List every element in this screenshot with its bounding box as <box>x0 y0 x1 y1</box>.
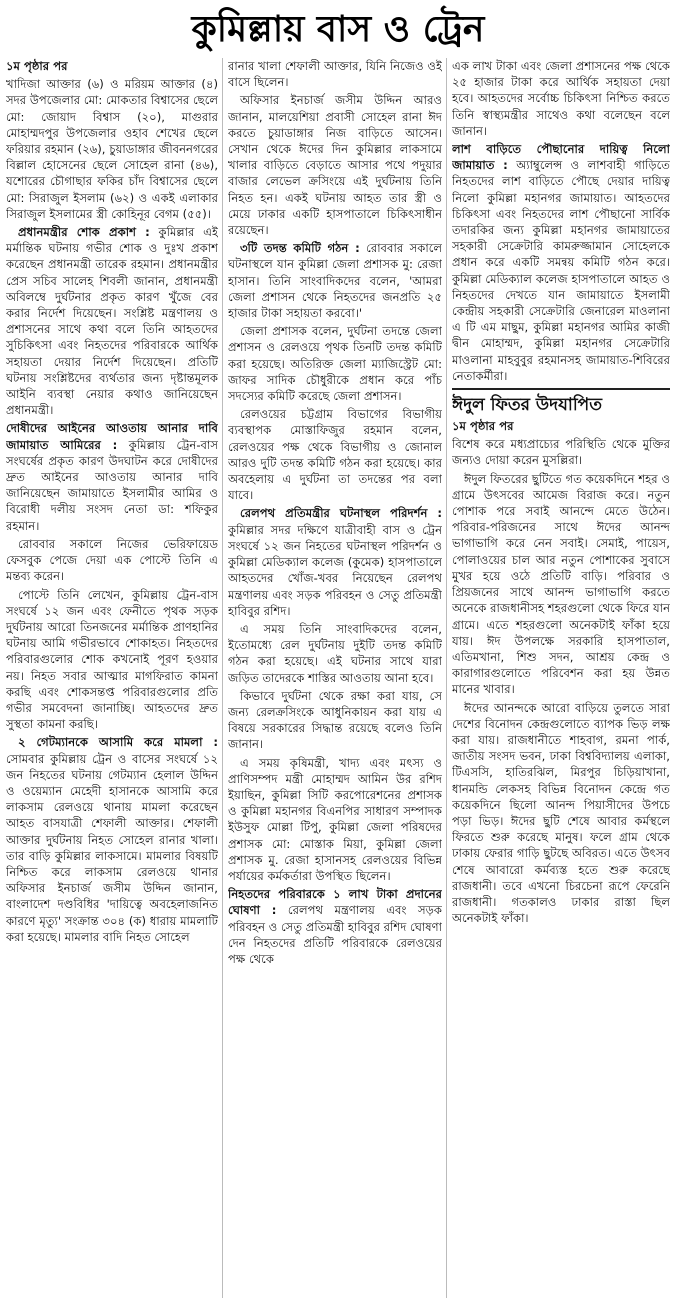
paragraph-text: কুমিল্লায় ট্রেন-বাস সংঘর্ষের প্রকৃত কারণ উদঘাটন করে দোষীদের দ্রুত আইনের আওতায় আনার দাবি জানিয়েছেন জামায়াতে ইসলামীর আমির ও বিরোধী দলীয় সংসদ নেতা ডা: শফিকুর রহমান। <box>6 437 218 533</box>
subheading: লাশ বাড়িতে পৌছানোর দায়িত্ব নিলো জামায়াত : <box>452 142 670 173</box>
paragraph: রানার খালা শেফালী আক্তার, যিনি নিজেও ওই বাসে ছিলেন। <box>228 59 442 90</box>
paragraph: ঈদুল ফিতরের ছুটিতে গত কয়েকদিনে শহর ও গ্রামে উৎসবের আমেজ বিরাজ করে। নতুন পোশাক পরে সবাই আনন্দে মেতে উঠেন। পরিবার-পরিজনের সাথে ঈদের আনন্দ ভাগাভাগি করে নেন সবাই। সেমাই, পায়েস, পোলাওয়ের চাল আর নতুন পোশাকের সুবাসে মুখর হয়ে ওঠে প্রতিটি বাড়ি। পরিবার ও প্রিয়জনের সাথে আনন্দ ভাগাভাগি করতে অনেকে রাজধানীসহ শহরগুলো থেকে ফিরে যান গ্রামে। এতে শহরগুলো অনেকটাই ফাঁকা হয়ে যায়। ঈদ উপলক্ষে সরকারি হাসপাতাল, এতিমখানা, শিশু সদন, আশ্রয় কেন্দ্র ও কারাগারগুলোতে পরিবেশন করা হয় উন্নত মানের খাবার। <box>452 471 670 697</box>
paragraph: এক লাখ টাকা এবং জেলা প্রশাসনের পক্ষ থেকে ২৫ হাজার টাকা করে আর্থিক সহায়তা দেয়া হবে। আহতদের সর্বোচ্চ চিকিৎসা নিশ্চিত করতে তিনি স্বাস্থ্যমন্ত্রীর সাথেও কথা বলেছেন বলে জানান। <box>452 59 670 138</box>
paragraph: রোববার সকালে নিজের ভেরিফায়েড ফেসবুক পেজে দেয়া এক পোস্টে তিনি এ মন্তব্য করেন। <box>6 536 218 584</box>
paragraph <box>6 734 218 945</box>
column-2 <box>228 58 442 1303</box>
paragraph-text: রোববার সকালে ঘটনাস্থলে যান কুমিল্লা জেলা প্রশাসক মু: রেজা হাসান। তিনি সাংবাদিকদের বলেন, 'আমরা জেলা প্রশাসন থেকে নিহতদের জনপ্রতি ২৫ হাজার টাকা সহায়তা করবো।' <box>228 241 442 321</box>
paragraph <box>6 224 218 418</box>
paragraph-text: রেলপথ মন্ত্রণালয় এবং সড়ক পরিবহন ও সেতু প্রতিমন্ত্রী হাবিবুর রশিদ ঘোষণা দেন নিহতদের প্রতিটি পরিবারকে রেলওয়ের পক্ষ থেকে <box>228 903 442 966</box>
column-3 <box>452 58 670 1303</box>
continued-label: ১ম পৃষ্ঠার পর <box>452 419 514 434</box>
continued-label: ১ম পৃষ্ঠার পর <box>6 59 68 73</box>
subheading: রেলপথ প্রতিমন্ত্রীর ঘটনাস্থল পরিদর্শন : <box>240 506 442 521</box>
paragraph: জেলা প্রশাসক বলেন, দুর্ঘটনা তদন্তে জেলা প্রশাসন ও রেলওয়ে পৃথক তিনটি তদন্ত কমিটি করা হয়েছে। অতিরিক্ত জেলা ম্যাজিস্ট্রেট মো: জাফর সাদিক চৌধুরীকে প্রধান করে পাঁচ সদস্যের কমিটি করেছে জেলা প্রশাসন। <box>228 324 442 404</box>
paragraph: অফিসার ইনচার্জ জসীম উদ্দিন আরও জানান, মালয়েশিয়া প্রবাসী সোহেল রানা ঈদ করতে চুয়াডাঙ্গার নিজ বাড়িতে আসেন। সেখান থেকে ঈদের দিন কুমিল্লার লাকসামে খালার বাড়িতে বেড়াতে আসার পথে পদুয়ার বাজার লেভেল ক্রসিংয়ে এই দুর্ঘটনায় তিনি নিহত হন। একই ঘটনায় আহত তার স্ত্রী ও মেয়ে ঢাকার একটি হাসপাতালে চিকিৎসাধীন রয়েছেন। <box>228 93 442 238</box>
column-1 <box>6 58 218 1303</box>
section-headline: ঈদুল ফিতর উদযাপিত <box>452 388 670 416</box>
subheading: ২ গেটম্যানকে আসামি করে মামলা : <box>18 735 218 750</box>
paragraph-text: অ্যাম্বুলেন্স ও লাশবাহী গাড়িতে নিহতদের লাশ বাড়িতে পৌছে দেয়ার দায়িত্ব নিলো কুমিল্লা মহানগর জামায়াত। আহতদের চিকিৎসা এবং নিহতদের লাশ পৌছানো সার্বিক তদারকির জন্য কুমিল্লা মহানগর জামায়াতের সহকারী সেক্রেটারি কামরুজ্জামান সোহেলকে প্রধান করে একটি সমন্বয় কমিটি গঠন করে। কুমিল্লা মেডিক্যাল কলেজ হাসপাতালে আহত ও নিহতদের দেখতে যান জামায়াতে ইসলামী কেন্দ্রীয় সহকারী সেক্রেটারি জেনারেল মাওলানা এ টি এম মাছুম, কুমিল্লা মহানগর আমির কাজী দ্বীন মোহাম্মদ, কুমিল্লা মহানগর সেক্রেটারি মাওলানা মাহবুবুর রহমানসহ জামায়াত-শিবিরের নেতাকর্মীরা। <box>452 158 670 383</box>
paragraph: পোস্টে তিনি লেখেন, কুমিল্লায় ট্রেন-বাস সংঘর্ষে ১২ জন এবং ফেনীতে পৃথক সড়ক দুর্ঘটনায় আরো তিনজনের মর্মান্তিক প্রাণহানির ঘটনায় আমি গভীরভাবে শোকাহত। নিহতদের পরিবারগুলোর শোক কখনোই পূরণ হওয়ার নয়। নিহত সবার আত্মার মাগফিরাত কামনা করছি এবং শোকসন্তপ্ত পরিবারগুলোর প্রতি গভীর সমবেদনা জানাচ্ছি। আহতদের দ্রুত সুস্থতা কামনা করছি। <box>6 587 218 732</box>
subheading: ৩টি তদন্ত কমিটি গঠন : <box>240 241 360 256</box>
column-divider <box>446 58 447 1298</box>
headline: কুমিল্লায় বাস ও ট্রেন <box>191 9 485 50</box>
subheading: দোষীদের আইনের আওতায় আনার দাবি জামায়াত আমিরের : <box>6 421 218 452</box>
paragraph: ঈদের আনন্দকে আরো বাড়িয়ে তুলতে সারা দেশের বিনোদন কেন্দ্রগুলোতে ব্যাপক ভিড় লক্ষ করা যায়। রাজধানীতে শাহবাগ, রমনা পার্ক, জাতীয় সংসদ ভবন, ঢাকা বিশ্ববিদ্যালয় এলাকা, টিএসসি, হাতিরঝিল, মিরপুর চিড়িয়াখানা, ধানমন্ডি লেকসহ বিভিন্ন বিনোদন কেন্দ্রে গত কয়েকদিনে ছিলো আনন্দ পিয়াসীদের উপচে পড়া ভিড়। ঈদের ছুটি শেষে আবার কর্মস্থলে ফিরতে শুরু করেছে মানুষ। ফলে গ্রাম থেকে ঢাকায় ফেরার গাড়ি ছুটছে অবিরত। এতে উৎসব শেষে আবারো কর্মব্যস্ত হতে শুরু করেছে রাজধানী। তবে এখনো চিরচেনা রূপে ফেরেনি রাজধানী। গতকালও ঢাকার রাস্তা ছিল অনেকটাই ফাঁকা। <box>452 700 670 926</box>
paragraph: রেলওয়ের চট্টগ্রাম বিভাগের বিভাগীয় ব্যবস্থাপক মোস্তাফিজুর রহমান বলেন, রেলওয়ের পক্ষ থেকে বিভাগীয় ও জোনাল আরও দুটি তদন্ত কমিটি গঠন করা হয়েছে। কার অবহেলায় এ দুর্ঘটনা তা তদন্তের পর বলা যাবে। <box>228 407 442 503</box>
column-divider <box>222 58 223 1298</box>
paragraph <box>228 886 442 967</box>
paragraph <box>6 420 218 533</box>
paragraph: খাদিজা আক্তার (৬) ও মরিয়ম আক্তার (৪) সদর উপজেলার মো: মোকতার বিশ্বাসের ছেলে মো: জোয়াদ বিশ্বাস (২০), মাগুরার মোহাম্মদপুর উপজেলার ওহাব শেখের ছেলে ফরিয়ার রহমান (২৬), চুয়াডাঙ্গার জীবননগরের বিল্লাল হোসেনের ছেলে সোহেল রানা (৪৬), যশোরের চৌগাছার ফকির চাঁদ বিশ্বাসের ছেলে মো: সিরাজুল ইসলাম (৬২) ও একই এলাকার সিরাজুল ইসলামের স্ত্রী কোহিনূর বেগম (৫৫)। <box>6 77 218 221</box>
subheading: প্রধানমন্ত্রীর শোক প্রকাশ : <box>18 225 150 240</box>
paragraph-text: কুমিল্লার এই মর্মান্তিক ঘটনায় গভীর শোক ও দুঃখ প্রকাশ করেছেন প্রধানমন্ত্রী তারেক রহমান। প্রধানমন্ত্রীর প্রেস সচিব সালেহ শিবলী জানান, প্রধানমন্ত্রী অবিলম্বে দুর্ঘটনার প্রকৃত কারণ খুঁজে বের করার নির্দেশ দিয়েছেন। সংশ্লিষ্ট মন্ত্রণালয় ও প্রশাসনের সাথে কথা বলে তিনি আহতদের সুচিকিৎসা এবং নিহতদের পরিবারকে আর্থিক সহায়তা দেয়ার নির্দেশ দিয়েছেন। প্রতিটি ঘটনায় সংশ্লিষ্টদের ব্যর্থতার জন্য দৃষ্টান্তমূলক আইনি ব্যবস্থা নেয়ার কথাও জানিয়েছেন প্রধানমন্ত্রী। <box>6 225 218 418</box>
paragraph: এ সময় তিনি সাংবাদিকদের বলেন, ইতোমধ্যে রেল দুর্ঘটনায় দুইটি তদন্ত কমিটি গঠন করা হয়েছে। এই ঘটনার সাথে যারা জড়িত তাদেরকে শাস্তির আওতায় আনা হবে। <box>228 621 442 685</box>
paragraph <box>228 505 442 618</box>
paragraph <box>452 141 670 384</box>
subheading: নিহতদের পরিবারকে ১ লাখ টাকা প্রদানের ঘোষণা : <box>228 887 442 918</box>
paragraph: বিশেষ করে মধ্যপ্রাচ্যের পরিস্থিতি থেকে মুক্তির জন্যও দোয়া করেন মুসল্লিরা। <box>452 437 670 468</box>
paragraph: এ সময় কৃষিমন্ত্রী, খাদ্য এবং মৎস্য ও প্রাণিসম্পদ মন্ত্রী মোহাম্মদ আমিন উর রশিদ ইয়াছিন, কুমিল্লা সিটি করপোরেশনের প্রশাসক ও কুমিল্লা মহানগর বিএনপির সাধারণ সম্পাদক ইউসুফ মোল্লা টিপু, কুমিল্লা জেলা পরিষদের প্রশাসক মো: মোস্তাক মিয়া, কুমিল্লা জেলা প্রশাসক মু. রেজা হাসানসহ রেলওয়ের বিভিন্ন পর্যায়ের কর্মকর্তারা উপস্থিত ছিলেন। <box>228 755 442 883</box>
paragraph: কিভাবে দুর্ঘটনা থেকে রক্ষা করা যায়, সে জন্য রেলক্রসিংকে আধুনিকায়ন করা যায় এ বিষয়ে সরকারের সিদ্ধান্ত রয়েছে বলেও তিনি জানান। <box>228 688 442 752</box>
paragraph <box>228 240 442 321</box>
paragraph-text: সোমবার কুমিল্লায় ট্রেন ও বাসের সংঘর্ষে ১২ জন নিহতের ঘটনায় গেটম্যান হেলাল উদ্দিন ও ওয়েম্যান মেহেদী হাসানকে আসামি করে লাকসাম রেলওয়ে থানায় মামলা করেছেন আহত বাসযাত্রী শেফালী আক্তার। শেফালী আক্তার দুর্ঘটনায় নিহত সোহেল রানার খালা। তার বাড়ি কুমিল্লার লাকসামে। মামলার বিষয়টি নিশ্চিত করে লাকসাম রেলওয়ে থানার অফিসার ইনচার্জ জসীম উদ্দিন জানান, বাংলাদেশ দণ্ডবিধির 'দায়িত্বে অবহেলাজনিত কারণে মৃত্যু' সংক্রান্ত ৩০৪ (ক) ধারায় মামলাটি করা হয়েছে। মামলার বাদি নিহত সোহেল <box>6 751 218 944</box>
paragraph-text: কুমিল্লার সদর দক্ষিণে যাত্রীবাহী বাস ও ট্রেন সংঘর্ষে ১২ জন নিহতের ঘটনাস্থল পরিদর্শন ও কুমিল্লা মেডিক্যাল কলেজ (কুমেক) হাসপাতালে আহতদের খোঁজ-খবর নিয়েছেন রেলপথ মন্ত্রণালয় এবং সড়ক পরিবহন ও সেতু প্রতিমন্ত্রী হাবিবুর রশিদ। <box>228 522 442 618</box>
